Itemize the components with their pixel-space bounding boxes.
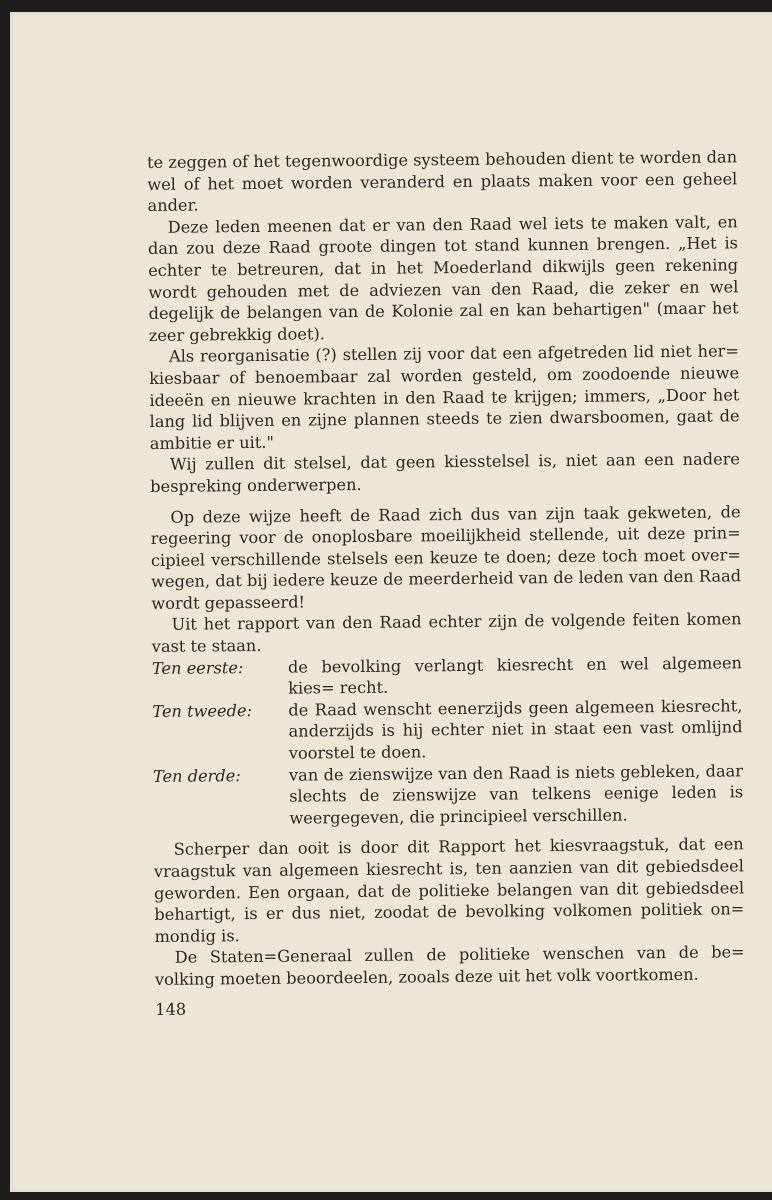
paragraph: Op deze wijze heeft de Raad zich dus van zijn taak gekweten, de regeering voor de onoplosbare moeilijkheid stellende, uit deze prin= cipieel verschillende stelsels een keuze te doen; deze toch moet over= wegen, dat bij iedere keuze de meerderheid van de leden van den Raad wordt gepasseerd! (150, 501, 742, 613)
paragraph: Als reorganisatie (?) stellen zij voor dat een afgetreden lid niet her= kiesbaar of benoembaar zal worden gesteld, om zoodoende nieuwe ideeën en nieuwe krachten in den Raad te krijgen; immers, „Door het lang lid blijven en zijne plannen steeds te zien dwarsboomen, gaat de ambitie er uit." (149, 341, 740, 453)
list-item-text: de bevolking verlangt kiesrecht en wel algemeen kies= recht. (287, 652, 743, 698)
list-item (152, 652, 742, 701)
paragraph: te zeggen of het tegenwoordige systeem behouden dient te worden dan wel of het moet worden veranderd en plaats maken voor een geheel ander. (147, 147, 738, 216)
paragraph: Deze leden meenen dat er van den Raad wel iets te maken valt, en dan zou deze Raad groote dingen tot stand kunnen brengen. „Het is echter te betreuren, dat in het Moederland dikwijls geen rekening wordt gehouden met de adviezen van den Raad, die zeker en wel degelijk de belangen van de Kolonie zal en kan behartigen" (maar het zeer gebrekkig doet). (147, 212, 739, 345)
paragraph: Uit het rapport van den Raad echter zijn de volgende feiten komen vast te staan. (151, 609, 742, 657)
list-item-text: van de zienswijze van den Raad is niets gebleken, daar slechts de zienswijze van telkens eenige leden is weergegeven, die principieel verschillen. (288, 760, 744, 828)
list-item (153, 760, 744, 830)
list-item (152, 695, 743, 765)
paragraph: Scherper dan ooit is door dit Rapport het kiesvraagstuk, dat een vraagstuk van algemeen kiesrecht is, ten aanzien van dit gebiedsdeel geworden. Een orgaan, dat de politieke belangen van dit gebiedsdeel behartigt, is er dus niet, zoodat de bevolking volkomen politiek on= mondig is. (153, 834, 745, 946)
paragraph: Wij zullen dit stelsel, dat geen kiesstelsel is, niet aan een nadere bespreking onderwerpen. (150, 449, 741, 496)
list-item-label: Ten derde: (152, 765, 241, 786)
list-item-label: Ten tweede: (152, 700, 253, 721)
paragraph: De Staten=Generaal zullen de politieke wenschen van de be= volking moeten beoordeelen, zooals deze uit het volk voortkomen. (154, 942, 745, 989)
list-item-label: Ten eerste: (151, 657, 244, 678)
page-text-block (147, 146, 745, 1020)
book-page (10, 12, 772, 1192)
page-number: 148 (155, 999, 187, 1019)
list-item-text: de Raad wenscht eenerzijds geen algemeen kiesrecht, anderzijds is hij echter niet in staat een vast omlijnd voorstel te doen. (288, 696, 743, 763)
